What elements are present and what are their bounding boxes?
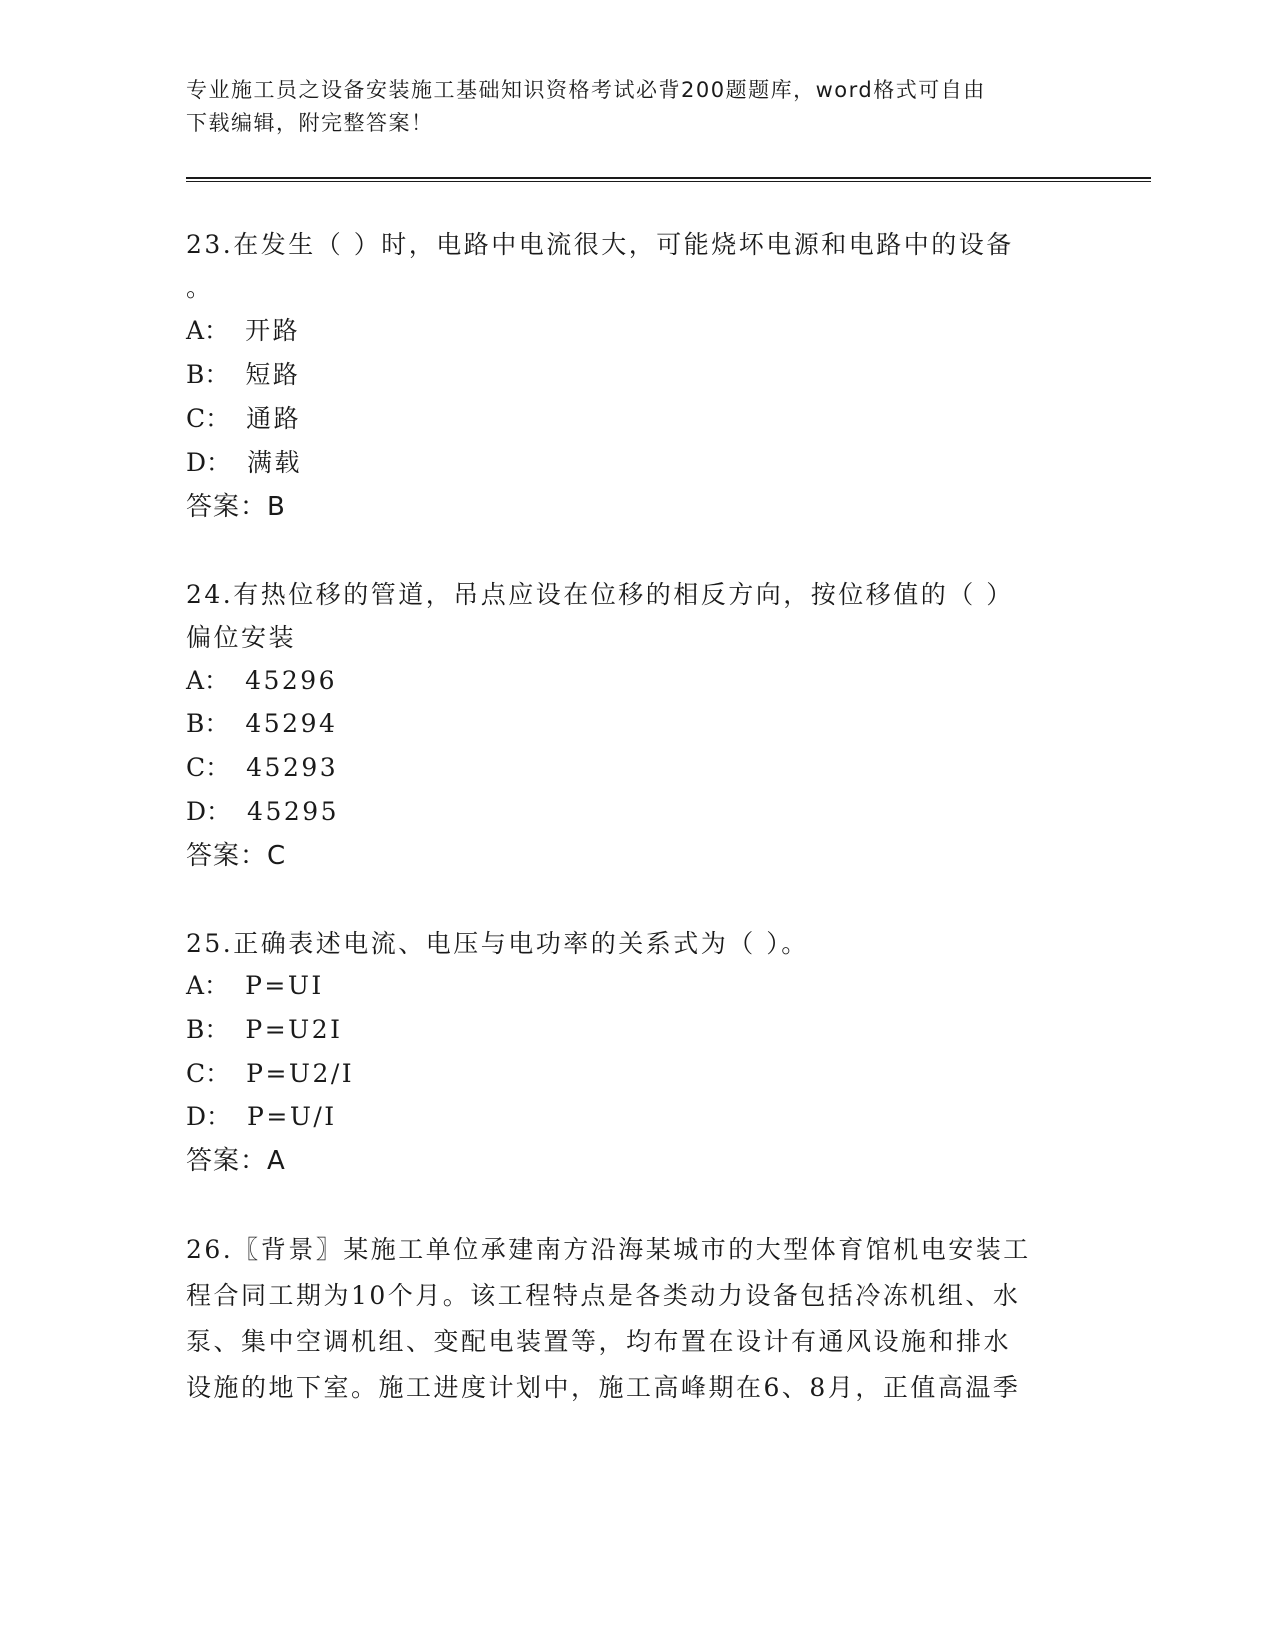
option-letter: B： — [186, 1015, 230, 1044]
option-c — [186, 1056, 354, 1092]
option-text: 45296 — [245, 666, 338, 695]
option-c — [186, 750, 338, 786]
question-26-stem — [186, 1227, 1076, 1411]
option-text: 45294 — [245, 709, 338, 738]
option-a — [186, 313, 300, 349]
answer-25: 答案：A — [186, 1146, 286, 1176]
option-letter: C： — [186, 753, 231, 782]
option-text: P=UI — [245, 971, 324, 1000]
option-text: 45293 — [246, 753, 339, 782]
option-text: 满载 — [247, 448, 303, 477]
option-letter: A： — [186, 316, 230, 345]
option-a — [186, 968, 324, 1004]
option-letter: B： — [186, 360, 230, 389]
question-stem-line: 。 — [186, 273, 214, 302]
header-rule-thick — [186, 177, 1151, 179]
question-stem-line: 设施的地下室。施工进度计划中，施工高峰期在6、8月，正值高温季 — [186, 1373, 1021, 1402]
question-stem-line: 泵、集中空调机组、变配电装置等，均布置在设计有通风设施和排水 — [186, 1327, 1012, 1356]
answer-23: 答案：B — [186, 492, 286, 522]
question-stem-line: 偏位安装 — [186, 623, 297, 652]
option-text: 短路 — [245, 360, 301, 389]
option-text: P=U2I — [245, 1015, 343, 1044]
option-text: P=U2/I — [246, 1059, 355, 1088]
question-stem-line: 23.在发生（ ）时，电路中电流很大，可能烧坏电源和电路中的设备 — [186, 230, 1014, 259]
option-d — [186, 794, 339, 830]
answer-24: 答案：C — [186, 841, 287, 871]
option-b — [186, 706, 337, 742]
question-23-stem — [186, 222, 1076, 308]
document-header — [186, 74, 1066, 140]
question-stem-line: 26.〖背景〗某施工单位承建南方沿海某城市的大型体育馆机电安装工 — [186, 1235, 1031, 1264]
option-letter: D： — [186, 448, 232, 477]
option-letter: C： — [186, 404, 231, 433]
question-24-stem — [186, 572, 1076, 658]
option-c — [186, 401, 301, 437]
question-25-stem — [186, 921, 1076, 967]
option-letter: A： — [186, 666, 230, 695]
option-b — [186, 1012, 343, 1048]
option-letter: B： — [186, 709, 230, 738]
option-letter: C： — [186, 1059, 231, 1088]
question-stem-line: 25.正确表述电流、电压与电功率的关系式为（ ）。 — [186, 929, 809, 958]
option-text: 开路 — [245, 316, 301, 345]
option-letter: D： — [186, 797, 232, 826]
option-b — [186, 357, 300, 393]
question-stem-line: 程合同工期为10个月。该工程特点是各类动力设备包括冷冻机组、水 — [186, 1281, 1021, 1310]
header-line-1: 专业施工员之设备安装施工基础知识资格考试必背200题题库，word格式可自由 — [186, 78, 986, 102]
option-letter: D： — [186, 1102, 232, 1131]
option-text: 通路 — [246, 404, 302, 433]
option-a — [186, 663, 337, 699]
option-d — [186, 1099, 337, 1135]
question-stem-line: 24.有热位移的管道，吊点应设在位移的相反方向，按位移值的（ ） — [186, 580, 1014, 609]
option-d — [186, 445, 302, 481]
option-text: P=U/I — [247, 1102, 337, 1131]
option-text: 45295 — [247, 797, 340, 826]
header-rule-thin — [186, 181, 1151, 182]
option-letter: A： — [186, 971, 230, 1000]
header-line-2: 下载编辑，附完整答案！ — [186, 111, 434, 135]
